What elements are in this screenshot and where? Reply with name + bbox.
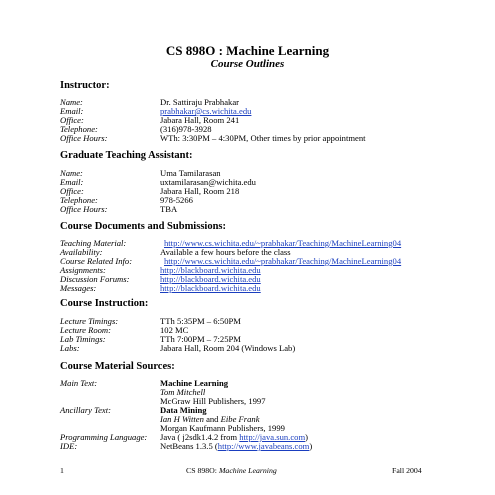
programming-language-text: Java ( j2sdk1.4.2 from [160, 432, 240, 442]
footer-course [186, 466, 277, 475]
teaching-material-label: Teaching Material: [60, 238, 127, 248]
main-text-publisher: McGraw Hill Publishers, 1997 [160, 396, 266, 406]
gta-office: Jabara Hall, Room 218 [160, 186, 240, 196]
sources-heading: Course Material Sources: [60, 361, 175, 372]
lab-timings: TTh 7:00PM – 7:25PM [160, 334, 241, 344]
java-link[interactable]: http://java.sun.com [239, 432, 306, 442]
ide-end: ) [309, 441, 313, 451]
footer-page-number: 1 [60, 466, 64, 475]
instructor-telephone: (316)978-3928 [160, 124, 212, 134]
instruction-heading: Course Instruction: [60, 298, 149, 309]
ide-text: NetBeans 1.3.5 ( [160, 441, 218, 451]
ancillary-text-title: Data Mining [160, 405, 207, 415]
instructor-telephone-label: Telephone: [60, 124, 98, 134]
main-text-author: Tom Mitchell [160, 387, 206, 397]
page-title: CS 898O : Machine Learning [165, 43, 330, 58]
discussion-forums-label: Discussion Forums: [60, 274, 130, 284]
footer-term: Fall 2004 [392, 466, 422, 475]
instructor-name-label: Name: [60, 97, 83, 107]
discussion-forums-link[interactable]: http://blackboard.wichita.edu [160, 274, 261, 284]
assignments-label: Assignments: [60, 265, 106, 275]
teaching-material-link[interactable]: http://www.cs.wichita.edu/~prabhakar/Teaching/MachineLearning04 [164, 238, 402, 248]
ancillary-text-label: Ancillary Text: [60, 405, 111, 415]
instructor-heading: Instructor: [60, 80, 110, 91]
lab-timings-label: Lab Timings: [60, 334, 106, 344]
programming-language-label: Programming Language: [60, 432, 148, 442]
instructor-email-label: Email: [60, 106, 84, 116]
instructor-office-label: Office: [60, 115, 84, 125]
lecture-room: 102 MC [160, 325, 189, 335]
ancillary-and: and [203, 414, 221, 424]
ancillary-text-publisher: Morgan Kaufmann Publishers, 1999 [160, 423, 285, 433]
main-text-title: Machine Learning [160, 378, 229, 388]
instructor-hours-label: Office Hours: [60, 133, 108, 143]
labs: Jabara Hall, Room 204 (Windows Lab) [160, 343, 296, 353]
gta-heading: Graduate Teaching Assistant: [60, 150, 193, 161]
assignments-link[interactable]: http://blackboard.wichita.edu [160, 265, 261, 275]
page-subtitle: Course Outlines [210, 58, 285, 70]
course-related-info-label: Course Related Info: [60, 256, 133, 266]
gta-email-label: Email: [60, 177, 84, 187]
gta-name: Uma Tamilarasan [160, 168, 221, 178]
javabeans-link[interactable]: http://www.javabeans.com [217, 441, 310, 451]
availability: Available a few hours before the class [160, 247, 291, 257]
gta-hours-label: Office Hours: [60, 204, 108, 214]
gta-office-label: Office: [60, 186, 84, 196]
lecture-timings: TTh 5:35PM – 6:50PM [160, 316, 241, 326]
footer-course-name: Machine Learning [218, 466, 277, 475]
messages-link[interactable]: http://blackboard.wichita.edu [160, 283, 261, 293]
instructor-email-link[interactable]: prabhakar@cs.wichita.edu [160, 106, 252, 116]
course-related-info-link[interactable]: http://www.cs.wichita.edu/~prabhakar/Teaching/MachineLearning04 [164, 256, 402, 266]
availability-label: Availability: [60, 247, 103, 257]
gta-telephone: 978-5266 [160, 195, 193, 205]
lecture-room-label: Lecture Room: [60, 325, 111, 335]
gta-email: uxtamilarasan@wichita.edu [160, 177, 256, 187]
programming-language-end: ) [305, 432, 309, 442]
main-text-label: Main Text: [60, 378, 98, 388]
gta-telephone-label: Telephone: [60, 195, 98, 205]
documents-heading: Course Documents and Submissions: [60, 221, 226, 232]
ide [160, 441, 312, 451]
ide-label: IDE: [60, 441, 78, 451]
labs-label: Labs: [60, 343, 80, 353]
lecture-timings-label: Lecture Timings: [60, 316, 119, 326]
messages-label: Messages: [60, 283, 97, 293]
footer-course-code: CS 898O: [186, 466, 219, 475]
instructor-office: Jabara Hall, Room 241 [160, 115, 240, 125]
ancillary-author-1: Ian H Witten [160, 414, 204, 424]
gta-hours: TBA [160, 204, 178, 214]
instructor-name: Dr. Sattiraju Prabhakar [160, 97, 239, 107]
ancillary-author-2: Eibe Frank [220, 414, 260, 424]
instructor-hours: WTh: 3:30PM – 4:30PM, Other times by prior appointment [160, 133, 366, 143]
gta-name-label: Name: [60, 168, 83, 178]
